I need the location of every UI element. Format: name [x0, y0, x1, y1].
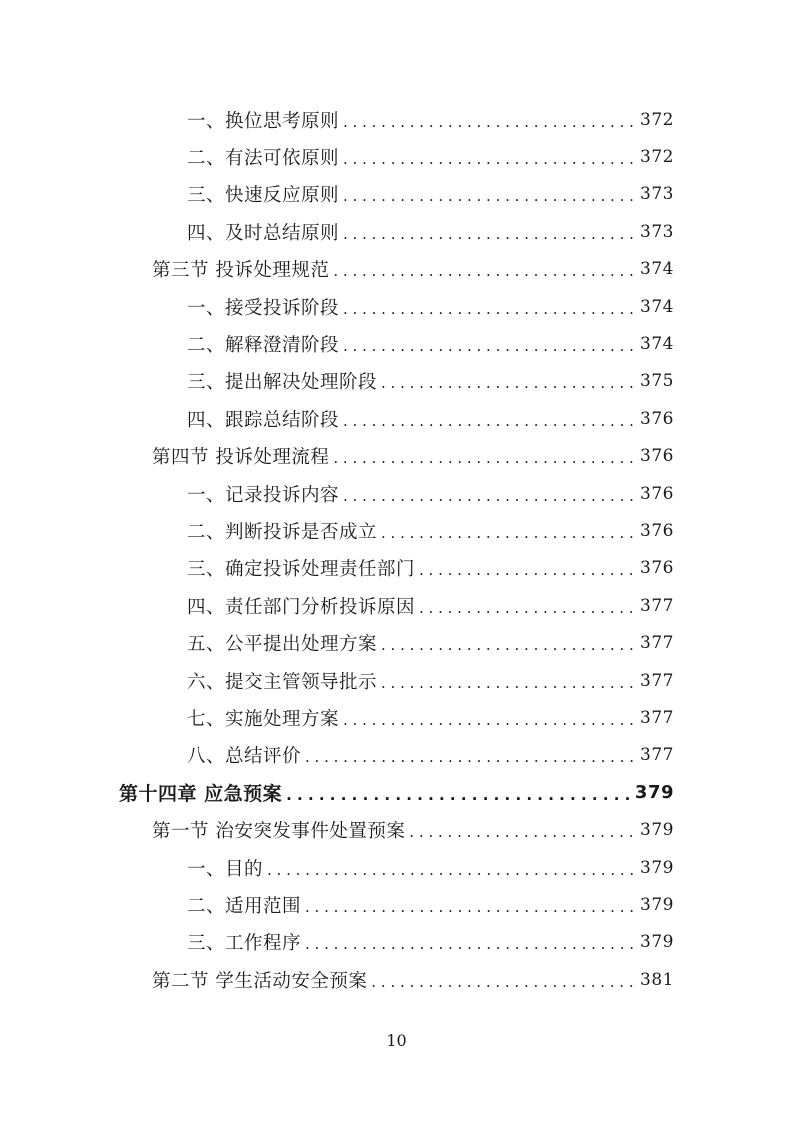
toc-entry-page: 377: [640, 595, 674, 616]
toc-dot-leader: [409, 823, 634, 841]
toc-dot-leader: [343, 711, 634, 729]
toc-entry: [187, 512, 674, 549]
toc-entry-page: 376: [640, 446, 674, 467]
toc-dot-leader: [333, 262, 634, 280]
toc-dot-leader: [343, 300, 634, 318]
toc-entry-page: 379: [640, 857, 674, 878]
toc-dot-leader: [381, 636, 634, 654]
toc-entry: [152, 812, 674, 849]
toc-entry-title: 六、提交主管领导批示: [187, 671, 378, 693]
toc-entry: [187, 625, 674, 662]
toc-entry: [187, 662, 674, 699]
toc-entry-title: 二、有法可依原则: [187, 147, 340, 169]
toc-entry: [187, 176, 674, 213]
toc-entry-page: 375: [640, 371, 674, 392]
toc-entry-title: 一、记录投诉内容: [187, 484, 340, 506]
toc-dot-leader: [343, 487, 634, 505]
toc-dot-leader: [343, 150, 634, 168]
toc-entry: [187, 101, 674, 138]
toc-dot-leader: [267, 861, 634, 879]
toc-entry-title: 第一节 治安突发事件处置预案: [152, 821, 406, 843]
toc-entry-title: 第三节 投诉处理规范: [152, 260, 330, 282]
toc-entry-title: 五、公平提出处理方案: [187, 634, 378, 656]
toc-entry: [187, 699, 674, 736]
toc-entry-page: 379: [640, 894, 674, 915]
toc-entry-page: 376: [640, 408, 674, 429]
toc-entry-page: 372: [640, 109, 674, 130]
toc-entry-title: 三、快速反应原则: [187, 185, 340, 207]
toc-dot-leader: [419, 599, 634, 617]
toc-entry-page: 374: [640, 296, 674, 317]
toc-entry-title: 一、换位思考原则: [187, 110, 340, 132]
toc-entry: [187, 924, 674, 961]
toc-entry-title: 八、总结评价: [187, 746, 302, 768]
toc-entry: [187, 737, 674, 774]
toc-entry-page: 377: [640, 633, 674, 654]
toc-dot-leader: [381, 674, 634, 692]
toc-dot-leader: [286, 786, 629, 804]
toc-entry-page: 377: [640, 745, 674, 766]
toc-entry-page: 377: [640, 670, 674, 691]
toc-entry-title: 二、判断投诉是否成立: [187, 521, 378, 543]
toc-entry-title: 四、责任部门分析投诉原因: [187, 596, 416, 618]
toc-entry: [187, 363, 674, 400]
toc-dot-leader: [371, 973, 634, 991]
toc-entry-page: 379: [634, 782, 674, 804]
toc-dot-leader: [381, 524, 634, 542]
toc-entry-page: 376: [640, 558, 674, 579]
toc-entry: [187, 475, 674, 512]
toc-entry-title: 三、提出解决处理阶段: [187, 372, 378, 394]
toc-dot-leader: [343, 187, 634, 205]
toc-entry: [187, 886, 674, 923]
toc-entry-title: 七、实施处理方案: [187, 708, 340, 730]
toc-entry-page: 374: [640, 333, 674, 354]
toc-entry-page: 379: [640, 820, 674, 841]
toc-entry-page: 376: [640, 483, 674, 504]
toc-entry: [187, 587, 674, 624]
toc-entry-title: 二、适用范围: [187, 895, 302, 917]
toc-dot-leader: [343, 225, 634, 243]
toc-entry-page: 381: [640, 969, 674, 990]
toc-entry-title: 四、跟踪总结阶段: [187, 409, 340, 431]
toc-entry-page: 376: [640, 520, 674, 541]
page-number: 10: [386, 1031, 407, 1050]
toc-entry-page: 374: [640, 259, 674, 280]
toc-entry: [187, 213, 674, 250]
toc-entry: [152, 251, 674, 288]
toc-dot-leader: [305, 935, 634, 953]
toc-dot-leader: [343, 337, 634, 355]
toc-entry: [187, 550, 674, 587]
toc-dot-leader: [343, 412, 634, 430]
toc-entry: [187, 849, 674, 886]
toc-entry-title: 三、确定投诉处理责任部门: [187, 559, 416, 581]
toc-dot-leader: [343, 113, 634, 131]
toc-dot-leader: [305, 898, 634, 916]
toc-entry-title: 一、接受投诉阶段: [187, 297, 340, 319]
toc-entry-title: 一、目的: [187, 858, 264, 880]
toc-entry-title: 第四节 投诉处理流程: [152, 447, 330, 469]
toc-dot-leader: [381, 374, 634, 392]
toc-entry-page: 373: [640, 221, 674, 242]
toc-entry-page: 373: [640, 184, 674, 205]
toc-entry: [187, 288, 674, 325]
toc-entry: [187, 400, 674, 437]
toc-entry-page: 372: [640, 146, 674, 167]
toc-dot-leader: [305, 748, 634, 766]
toc-entry-page: 377: [640, 707, 674, 728]
toc-entry: [187, 325, 674, 362]
toc-dot-leader: [419, 561, 634, 579]
toc-entry: [119, 774, 674, 811]
toc-entry-title: 第二节 学生活动安全预案: [152, 970, 368, 992]
toc-entry-title: 第十四章 应急预案: [119, 783, 283, 806]
toc-entry: [187, 138, 674, 175]
toc-entry: [152, 438, 674, 475]
toc-dot-leader: [333, 449, 634, 467]
toc-entry-title: 二、解释澄清阶段: [187, 334, 340, 356]
toc-entry: [152, 961, 674, 998]
toc-entry-page: 379: [640, 932, 674, 953]
toc-entry-title: 三、工作程序: [187, 933, 302, 955]
toc-entry-title: 四、及时总结原则: [187, 222, 340, 244]
